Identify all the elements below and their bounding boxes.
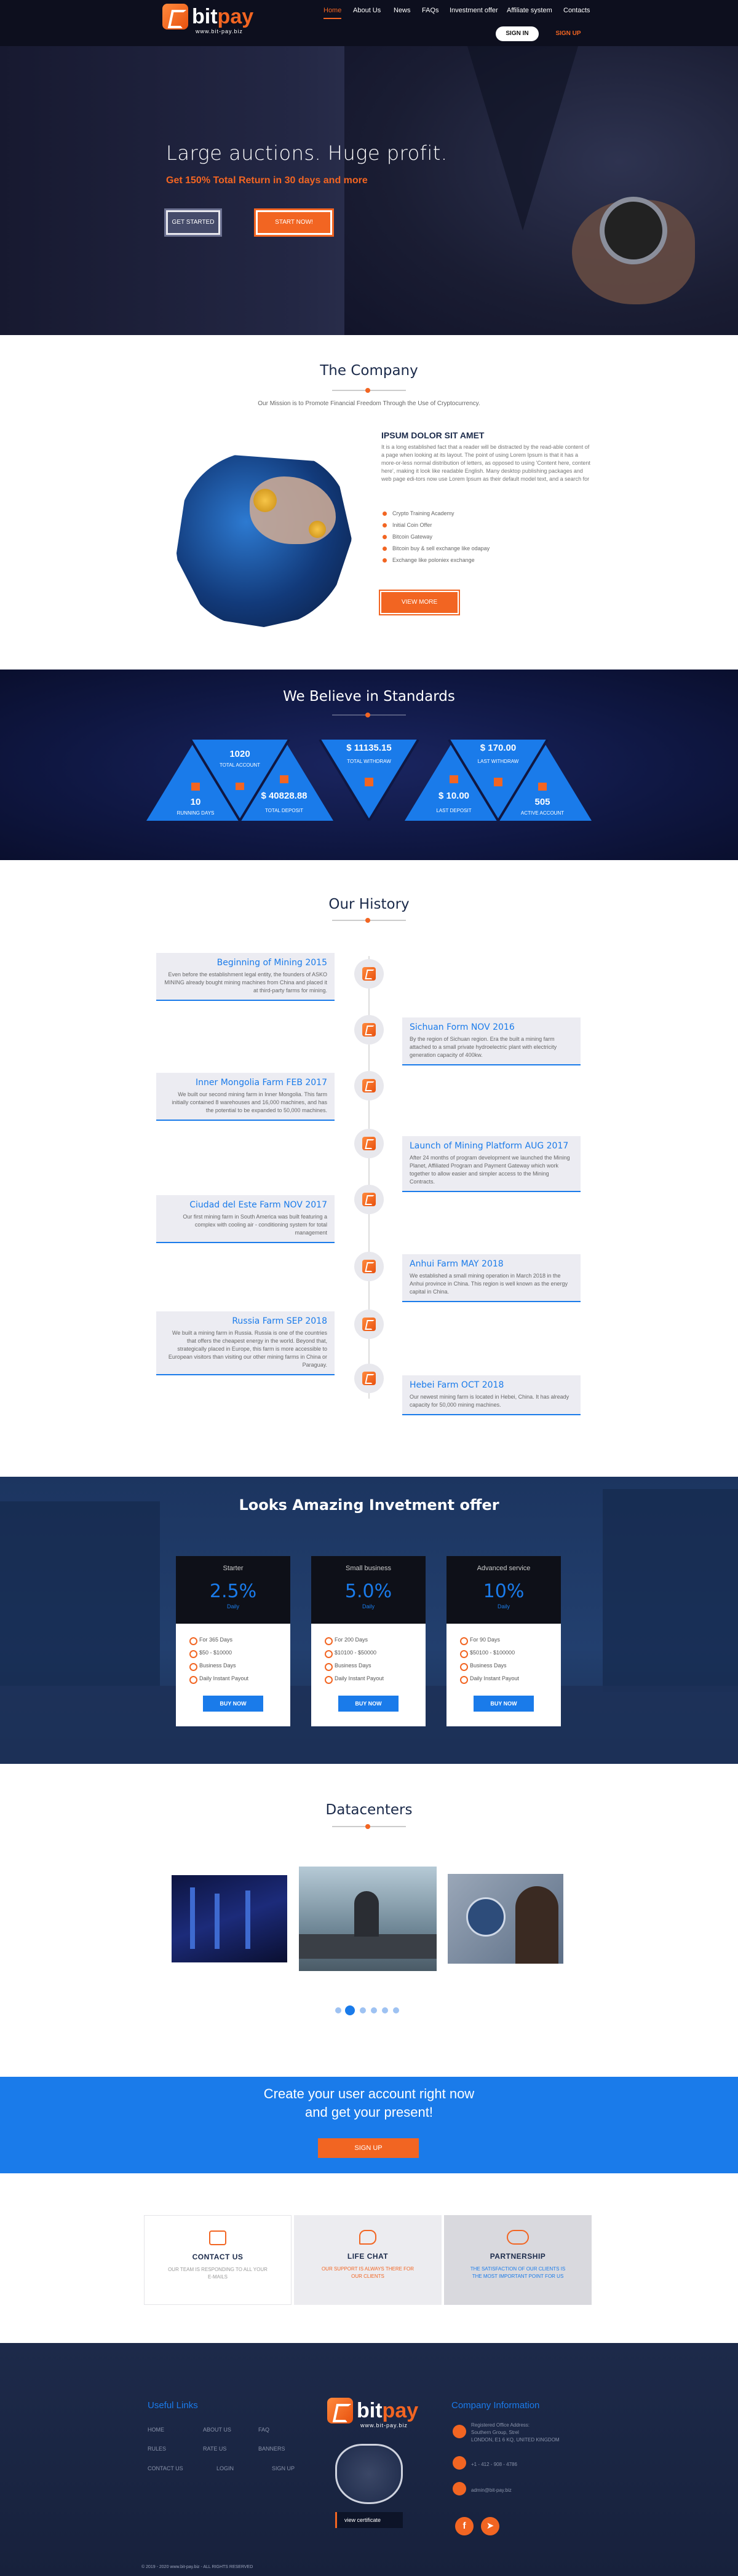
plan-features <box>446 1624 561 1685</box>
plan-rate: 10% <box>483 1581 525 1602</box>
get-started-button[interactable]: GET STARTED <box>166 210 220 235</box>
plan-period: Daily <box>497 1603 510 1610</box>
datacenters-divider <box>332 1826 406 1827</box>
plan-feature: Business Days <box>325 1659 426 1672</box>
nav-investment[interactable]: Investment offer <box>450 7 498 14</box>
view-certificate-button[interactable]: view certificate <box>335 2512 403 2528</box>
bitcoin-icon <box>309 521 326 538</box>
company-image-blob <box>176 452 352 627</box>
feature-contact-us[interactable] <box>144 2215 292 2305</box>
footer-link-contact[interactable]: CONTACT US <box>148 2465 183 2471</box>
footer-link-signup[interactable]: SIGN UP <box>272 2465 295 2471</box>
company-heading: IPSUM DOLOR SIT AMET <box>381 430 485 440</box>
mail-icon <box>209 2230 226 2245</box>
telegram-icon[interactable]: ➤ <box>481 2517 499 2535</box>
logo-tagline: www.bit-pay.biz <box>196 28 243 34</box>
chat-icon <box>359 2230 376 2245</box>
history-card-title: Anhui Farm MAY 2018 <box>410 1259 504 1269</box>
logo-mark-icon <box>327 2398 353 2424</box>
timeline-marker <box>354 1364 384 1393</box>
plan-feature: For 90 Days <box>460 1634 561 1646</box>
plan-feature: Daily Instant Payout <box>325 1672 426 1685</box>
timeline-marker <box>354 1252 384 1281</box>
table-shape <box>299 1934 437 1959</box>
timeline-marker <box>354 1129 384 1158</box>
plan-feature: $50 - $10000 <box>189 1646 290 1659</box>
nav-affiliate[interactable]: Affiliate system <box>507 7 552 14</box>
plan-card-header <box>176 1556 290 1624</box>
stat-label: TOTAL DEPOSIT <box>264 808 304 813</box>
stat-label: RUNNING DAYS <box>177 810 215 816</box>
investment-title: Looks Amazing Invetment offer <box>239 1496 499 1514</box>
users-icon <box>236 783 244 790</box>
feature-life-chat[interactable] <box>294 2215 442 2305</box>
bitpay-logo-icon <box>362 1372 376 1385</box>
feature-title: PARTNERSHIP <box>490 2252 546 2261</box>
plan-name: Advanced service <box>477 1565 531 1572</box>
carousel-dot[interactable] <box>335 2007 341 2013</box>
plan-name: Starter <box>223 1565 244 1572</box>
history-card-text: After 24 months of program development we launched the Mining Planet, Affiliated Program and Payment Gateway which work together to allow easier and simpler access to the Mining Contracts. <box>410 1155 570 1185</box>
history-card-title: Russia Farm SEP 2018 <box>232 1316 327 1326</box>
bitpay-logo-icon <box>362 1137 376 1150</box>
building-shape <box>603 1489 738 1692</box>
hero-lapel-shape <box>467 46 578 231</box>
footer-address-line: LONDON, E1 6 KQ, UNITED KINGDOM <box>471 2437 560 2443</box>
datacenters-title: Datacenters <box>325 1802 413 1818</box>
start-now-button[interactable]: START NOW! <box>256 210 332 235</box>
footer-link-rules[interactable]: RULES <box>148 2446 167 2452</box>
carousel-dot[interactable] <box>393 2007 399 2013</box>
server-rack-shape <box>190 1887 195 1949</box>
footer-address-label: Registered Office Address: <box>471 2422 530 2428</box>
plan-feature: Business Days <box>460 1659 561 1672</box>
withdraw-icon <box>494 778 502 786</box>
stat-value: $ 170.00 <box>480 743 517 753</box>
company-title: The Company <box>320 363 418 379</box>
hero-title: Large auctions. Huge profit. <box>166 141 448 165</box>
standards-divider <box>332 714 406 716</box>
withdraw-icon <box>365 778 373 786</box>
stat-label: TOTAL ACCOUNT <box>219 762 261 768</box>
history-title: Our History <box>328 896 410 912</box>
stat-value: $ 11135.15 <box>346 743 392 753</box>
list-item: Exchange like poloniex exchange <box>381 555 590 566</box>
datacenter-image-meeting[interactable] <box>299 1867 437 1971</box>
history-divider <box>332 920 406 921</box>
timeline-marker <box>354 1071 384 1100</box>
feature-partnership[interactable] <box>444 2215 592 2305</box>
company-mission: Our Mission is to Promote Financial Freedom Through the Use of Cryptocurrency. <box>258 400 480 407</box>
nav-faqs[interactable]: FAQs <box>422 7 439 14</box>
company-list <box>381 508 590 566</box>
history-card <box>156 1195 335 1243</box>
history-card <box>402 1375 581 1415</box>
stat-value: 505 <box>534 797 550 807</box>
stat-label: ACTIVE ACCOUNT <box>520 810 565 816</box>
list-item: Crypto Training Academy <box>381 508 590 520</box>
datacenter-image-bitcoin[interactable] <box>448 1874 563 1964</box>
company-info-title: Company Information <box>451 2400 540 2411</box>
carousel-dot-active[interactable] <box>345 2005 355 2015</box>
history-card-text: Even before the establishment legal entity, the founders of ASKO MINING already bought mining machines from China and placed it at third-party farms for mining. <box>164 971 327 994</box>
timeline-marker <box>354 1310 384 1339</box>
bitpay-logo-icon <box>362 967 376 981</box>
feature-text: OUR SUPPORT IS ALWAYS THERE FOR OUR CLIENTS <box>321 2266 415 2279</box>
server-rack-shape <box>245 1891 250 1949</box>
copyright: © 2019 - 2020 www.bit-pay.biz - ALL RIGHTS RESERVED <box>141 2565 253 2569</box>
logo-mark-icon <box>162 4 188 30</box>
server-rack-shape <box>215 1894 220 1949</box>
plan-features <box>311 1624 426 1685</box>
stat-label: TOTAL WITHDRAW <box>347 759 391 764</box>
person-shape <box>515 1886 558 1964</box>
plan-feature: Business Days <box>189 1659 290 1672</box>
location-icon <box>453 2425 466 2438</box>
footer-link-home[interactable]: HOME <box>148 2427 164 2433</box>
carousel-dot[interactable] <box>360 2007 366 2013</box>
history-card-text: We established a small mining operation in March 2018 in the Anhui province in China. This region is well known as the energy capital in China. <box>410 1273 568 1295</box>
logo-text: bitpay <box>192 5 254 28</box>
bitpay-logo-icon <box>362 1079 376 1092</box>
buy-now-button[interactable]: BUY NOW <box>338 1696 399 1712</box>
feature-title: CONTACT US <box>192 2253 244 2261</box>
buy-now-button[interactable]: BUY NOW <box>203 1696 263 1712</box>
history-card-text: By the region of Sichuan region. Era the built a mining farm attached to a small private hydroelectric plant with electricity generation capacity of 400kw. <box>410 1036 557 1058</box>
history-card-text: We built a mining farm in Russia. Russia is one of the countries that offers the cheapest energy in the world. Beyond that, strategically placed in Europe, this farm is more accessible to European visitors than visiting our other mining farms in China or Paraguay. <box>168 1330 327 1368</box>
bitpay-logo-icon <box>362 1193 376 1206</box>
calendar-icon <box>191 783 200 791</box>
useful-links-title: Useful Links <box>148 2400 198 2411</box>
history-card-title: Sichuan Form NOV 2016 <box>410 1022 515 1032</box>
plan-card-starter <box>176 1556 290 1726</box>
history-card-title: Inner Mongolia Farm FEB 2017 <box>196 1078 327 1088</box>
person-shape <box>354 1891 379 1937</box>
plan-rate: 5.0% <box>344 1581 392 1602</box>
plan-feature: Daily Instant Payout <box>460 1672 561 1685</box>
watch-icon <box>600 197 667 264</box>
company-text: It is a long established fact that a reader will be distracted by the read-able content of a page when looking at its layout. The point of using Lorem Ipsum is that it has a more-or-less normal distribution of letters, as opposed to using 'Content here, content here', making it look like readable English. Many desktop publishing packages and web page edi-tors now use Lorem Ipsum as their default model text, and a search for <box>381 444 590 482</box>
nav-news[interactable]: News <box>394 7 411 14</box>
footer-link-faq[interactable]: FAQ <box>258 2427 270 2433</box>
feature-text: OUR TEAM IS RESPONDING TO ALL YOUR E-MAILS <box>168 2267 268 2280</box>
bitcoin-icon <box>466 1897 506 1937</box>
plan-card-header <box>311 1556 426 1624</box>
email-icon <box>453 2482 466 2495</box>
view-more-button[interactable]: VIEW MORE <box>381 592 458 613</box>
feature-title: LIFE CHAT <box>347 2252 389 2261</box>
stat-value: $ 40828.88 <box>261 791 308 801</box>
footer-address-line: Southern Group, Strel <box>471 2430 519 2435</box>
footer-link-login[interactable]: LOGIN <box>216 2465 234 2471</box>
nav-contacts[interactable]: Contacts <box>563 7 590 14</box>
plan-feature: For 365 Days <box>189 1634 290 1646</box>
list-item: Initial Coin Offer <box>381 520 590 531</box>
facebook-icon[interactable]: f <box>455 2517 474 2535</box>
history-card <box>156 1311 335 1375</box>
plan-feature: Daily Instant Payout <box>189 1672 290 1685</box>
plan-features <box>176 1624 290 1685</box>
plan-feature: For 200 Days <box>325 1634 426 1646</box>
carousel-dot[interactable] <box>382 2007 388 2013</box>
phone-icon <box>453 2456 466 2470</box>
nav-home[interactable]: Home <box>323 7 342 14</box>
history-card <box>402 1136 581 1192</box>
footer-link-banners[interactable]: BANNERS <box>258 2446 285 2452</box>
cta-signup-button[interactable]: SIGN UP <box>318 2138 419 2158</box>
bitpay-logo-icon <box>362 1260 376 1273</box>
stats-triangles <box>146 740 592 821</box>
plan-period: Daily <box>226 1603 239 1610</box>
logo[interactable] <box>162 4 253 34</box>
logo-tagline: www.bit-pay.biz <box>360 2422 408 2428</box>
stat-label: LAST WITHDRAW <box>477 759 519 764</box>
plan-card-small-business <box>311 1556 426 1726</box>
footer-link-rate[interactable]: RATE US <box>203 2446 227 2452</box>
timeline-marker <box>354 1185 384 1214</box>
history-card <box>156 1073 335 1121</box>
company-image <box>176 452 352 627</box>
plan-name: Small business <box>346 1565 391 1572</box>
history-card-text: We built our second mining farm in Inner Mongolia. This farm initially contained 8 warehouses and 16,000 machines, and has the potential to be expanded to 50,000 machines. <box>172 1091 327 1113</box>
history-card-title: Beginning of Mining 2015 <box>216 958 327 968</box>
signup-button[interactable]: SIGN UP <box>555 30 581 37</box>
standards-title: We Believe in Standards <box>283 689 455 705</box>
history-card-text: Our newest mining farm is located in Hebei, China. It has already capacity for 50,000 mining machines. <box>410 1394 569 1408</box>
history-card <box>402 1017 581 1065</box>
building-shape <box>0 1501 160 1686</box>
company-divider <box>332 390 406 391</box>
user-check-icon <box>538 783 547 791</box>
stat-label: LAST DEPOSIT <box>436 808 472 813</box>
nav-about[interactable]: About Us <box>353 7 381 14</box>
bitpay-logo-icon <box>362 1318 376 1331</box>
royal-crest-icon <box>335 2444 403 2504</box>
carousel-dot[interactable] <box>371 2007 377 2013</box>
plan-card-header <box>446 1556 561 1624</box>
history-card-title: Hebei Farm OCT 2018 <box>410 1380 504 1390</box>
stat-value: 10 <box>190 797 201 807</box>
plan-feature: $50100 - $100000 <box>460 1646 561 1659</box>
cta-line-2: and get your present! <box>305 2104 433 2120</box>
feature-text: THE SATISFACTION OF OUR CLIENTS IS THE MOST IMPORTANT POINT FOR US <box>470 2266 566 2279</box>
list-item: Bitcoin Gateway <box>381 531 590 543</box>
plan-rate: 2.5% <box>209 1581 257 1602</box>
history-card-title: Launch of Mining Platform AUG 2017 <box>410 1141 569 1151</box>
signin-button[interactable]: SIGN IN <box>496 26 539 41</box>
hero-subtitle: Get 150% Total Return in 30 days and more <box>166 175 368 186</box>
footer-logo[interactable] <box>327 2398 418 2428</box>
history-card <box>402 1254 581 1302</box>
stat-value: 1020 <box>229 749 250 759</box>
plan-period: Daily <box>362 1603 375 1610</box>
plan-card-advanced <box>446 1556 561 1726</box>
list-item: Bitcoin buy & sell exchange like odapay <box>381 543 590 555</box>
footer-link-about[interactable]: ABOUT US <box>203 2427 231 2433</box>
history-card-text: Our first mining farm in South America was built featuring a complex with cooling air - conditioning system for total management <box>183 1214 327 1236</box>
history-card <box>156 953 335 1001</box>
buy-now-button[interactable]: BUY NOW <box>474 1696 534 1712</box>
bitpay-logo-icon <box>362 1023 376 1037</box>
history-card-title: Ciudad del Este Farm NOV 2017 <box>189 1200 327 1210</box>
footer-phone: +1 - 412 - 908 - 4786 <box>471 2462 517 2467</box>
bitcoin-icon <box>253 489 277 512</box>
footer-email[interactable]: admin@bit-pay.biz <box>471 2487 512 2493</box>
hero-section <box>0 46 738 335</box>
timeline-marker <box>354 1015 384 1045</box>
stat-value: $ 10.00 <box>438 791 470 801</box>
handshake-icon <box>507 2230 529 2245</box>
site-header <box>0 0 738 46</box>
deposit-icon <box>280 775 288 783</box>
deposit-icon <box>450 775 458 783</box>
plan-feature: $10100 - $50000 <box>325 1646 426 1659</box>
timeline-marker <box>354 959 384 989</box>
datacenter-image-servers[interactable] <box>172 1875 287 1962</box>
cta-line-1: Create your user account right now <box>263 2086 475 2101</box>
logo-text: bitpay <box>357 2399 419 2422</box>
